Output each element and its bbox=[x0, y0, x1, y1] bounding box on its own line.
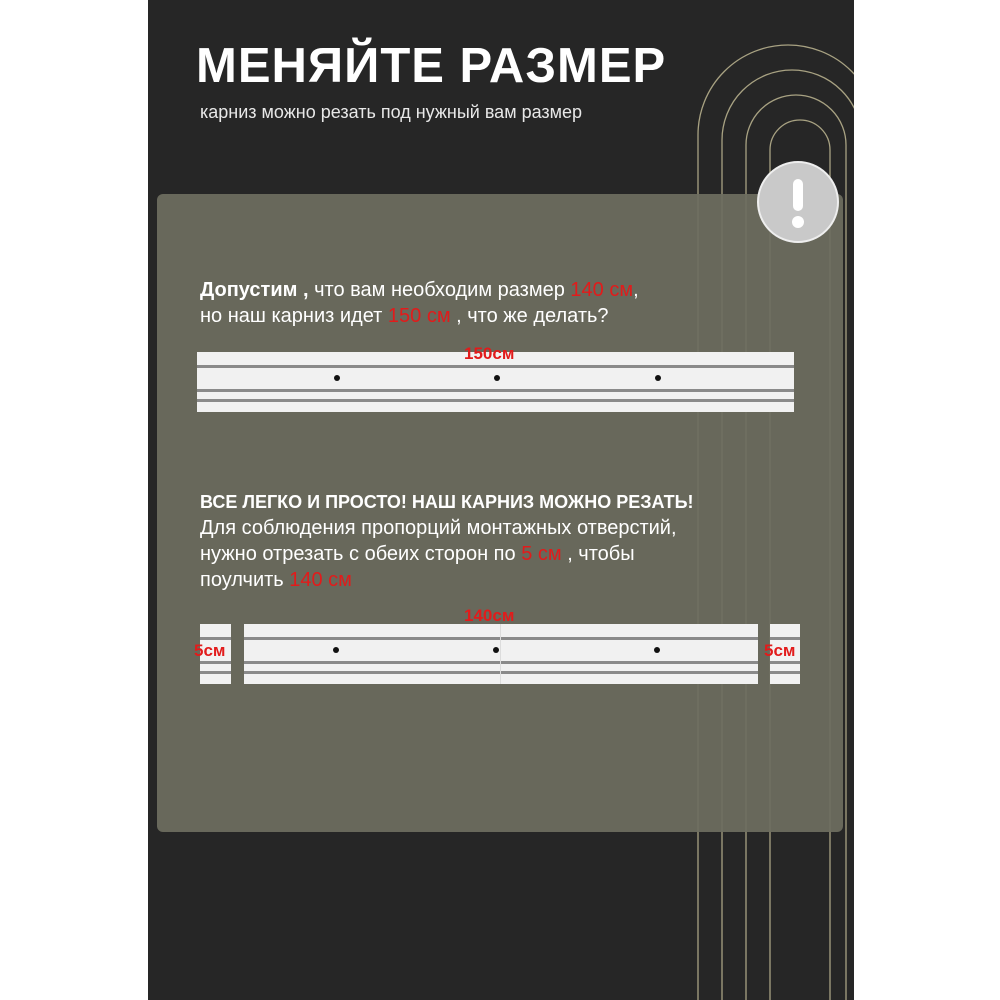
solution-line-2 bbox=[200, 541, 635, 567]
solution-line-2-text: нужно отрезать с обеих сторон по bbox=[200, 543, 522, 565]
exclamation-icon bbox=[757, 161, 839, 243]
rail-groove bbox=[770, 637, 800, 640]
mounting-hole bbox=[655, 375, 661, 381]
rail-150-label: 150см bbox=[464, 344, 515, 363]
example-line-2-end: , что же делать? bbox=[450, 305, 609, 327]
example-line-1 bbox=[200, 277, 639, 303]
mounting-hole bbox=[333, 647, 339, 653]
page-subtitle: карниз можно резать под нужный вам размер bbox=[200, 102, 583, 122]
example-line-2 bbox=[200, 303, 609, 329]
example-actual-size: 150 см bbox=[387, 305, 451, 327]
cut-right-label: 5см bbox=[764, 641, 796, 660]
rail-groove bbox=[200, 637, 231, 640]
mounting-hole bbox=[493, 647, 499, 653]
rail-groove bbox=[244, 637, 758, 640]
solution-line-1: Для соблюдения пропорций монтажных отверстий, bbox=[200, 517, 677, 539]
example-needed-size: 140 см bbox=[570, 279, 634, 301]
solution-line-3-text: поулчить bbox=[200, 569, 290, 591]
rail-groove bbox=[197, 365, 794, 368]
mounting-hole bbox=[494, 375, 500, 381]
rail-groove bbox=[244, 661, 758, 664]
example-line-1-end: , bbox=[633, 279, 639, 301]
cut-left-label: 5см bbox=[194, 641, 226, 660]
rail-groove bbox=[200, 671, 231, 674]
solution-line-3 bbox=[200, 567, 352, 593]
exclamation-bar bbox=[793, 179, 803, 211]
rail-joint bbox=[500, 624, 501, 684]
exclamation-dot bbox=[792, 216, 804, 228]
mounting-hole bbox=[334, 375, 340, 381]
solution-headline: ВСЕ ЛЕГКО И ПРОСТО! НАШ КАРНИЗ МОЖНО РЕЗАТЬ! bbox=[200, 492, 694, 512]
mounting-hole bbox=[654, 647, 660, 653]
poster bbox=[148, 0, 854, 1000]
rail-groove bbox=[200, 661, 231, 664]
example-line-2-text: но наш карниз идет bbox=[200, 305, 388, 327]
solution-cut-size: 5 см bbox=[521, 543, 562, 565]
rail-140 bbox=[244, 624, 758, 684]
rail-groove bbox=[770, 671, 800, 674]
example-lead: Допустим , bbox=[200, 279, 309, 301]
rail-140-label: 140см bbox=[464, 606, 515, 625]
solution-result-size: 140 см bbox=[289, 569, 352, 591]
example-line-1-text: что вам необходим размер bbox=[308, 279, 571, 301]
rail-groove bbox=[244, 671, 758, 674]
rail-groove bbox=[770, 661, 800, 664]
page-title: МЕНЯЙТЕ РАЗМЕР bbox=[196, 39, 667, 93]
rail-groove bbox=[197, 399, 794, 402]
solution-line-2-end: , чтобы bbox=[561, 543, 635, 565]
rail-groove bbox=[197, 389, 794, 392]
